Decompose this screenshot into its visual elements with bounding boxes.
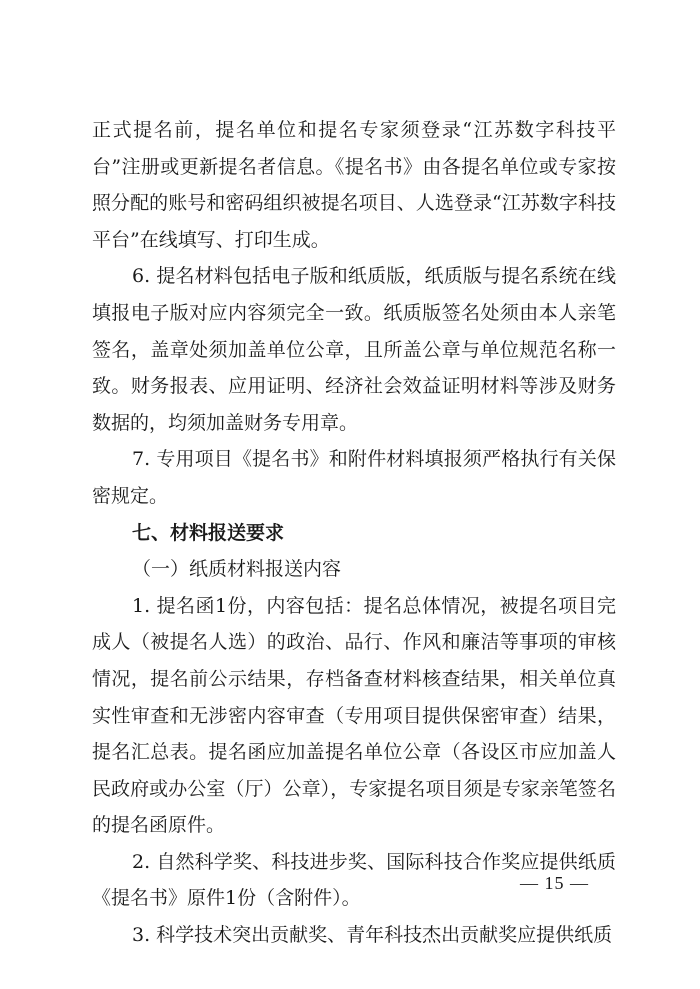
paragraph-item-7: 7. 专用项目《提名书》和附件材料填报须严格执行有关保密规定。 xyxy=(92,448,616,507)
paragraph-item-6: 6. 提名材料包括电子版和纸质版，纸质版与提名系统在线填报电子版对应内容须完全一致。纸质版签名处须由本人亲笔签名，盖章处须加盖单位公章，且所盖公章与单位规范名称一致。财务报表、应用证明、经济社会效益证明材料等涉及财务数据的，均须加盖财务专用章。 xyxy=(92,265,616,434)
document-body xyxy=(92,112,616,954)
paragraph-continuation: 正式提名前，提名单位和提名专家须登录“江苏数字科技平台”注册或更新提名者信息。《提名书》由各提名单位或专家按照分配的账号和密码组织被提名项目、人选登录“江苏数字科技平台”在线填写、打印生成。 xyxy=(92,119,616,251)
paragraph-item-1: 1. 提名函1份，内容包括：提名总体情况，被提名项目完成人（被提名人选）的政治、品行、作风和廉洁等事项的审核情况，提名前公示结果，存档备查材料核查结果，相关单位真实性审查和无涉密内容审查（专用项目提供保密审查）结果，提名汇总表。提名函应加盖提名单位公章（各设区市应加盖人民政府或办公室（厅）公章），专家提名项目须是专家亲笔签名的提名函原件。 xyxy=(92,594,616,837)
section-heading: 七、材料报送要求 xyxy=(132,521,285,544)
paragraph-item-2: 2. 自然科学奖、科技进步奖、国际科技合作奖应提供纸质《提名书》原件1份（含附件）。 xyxy=(92,850,616,910)
paragraph-item-3: 3. 科学技术突出贡献奖、青年科技杰出贡献奖应提供纸质 xyxy=(132,924,613,947)
subsection-heading: （一）纸质材料报送内容 xyxy=(132,558,342,581)
page-number: — 15 — xyxy=(520,873,589,893)
